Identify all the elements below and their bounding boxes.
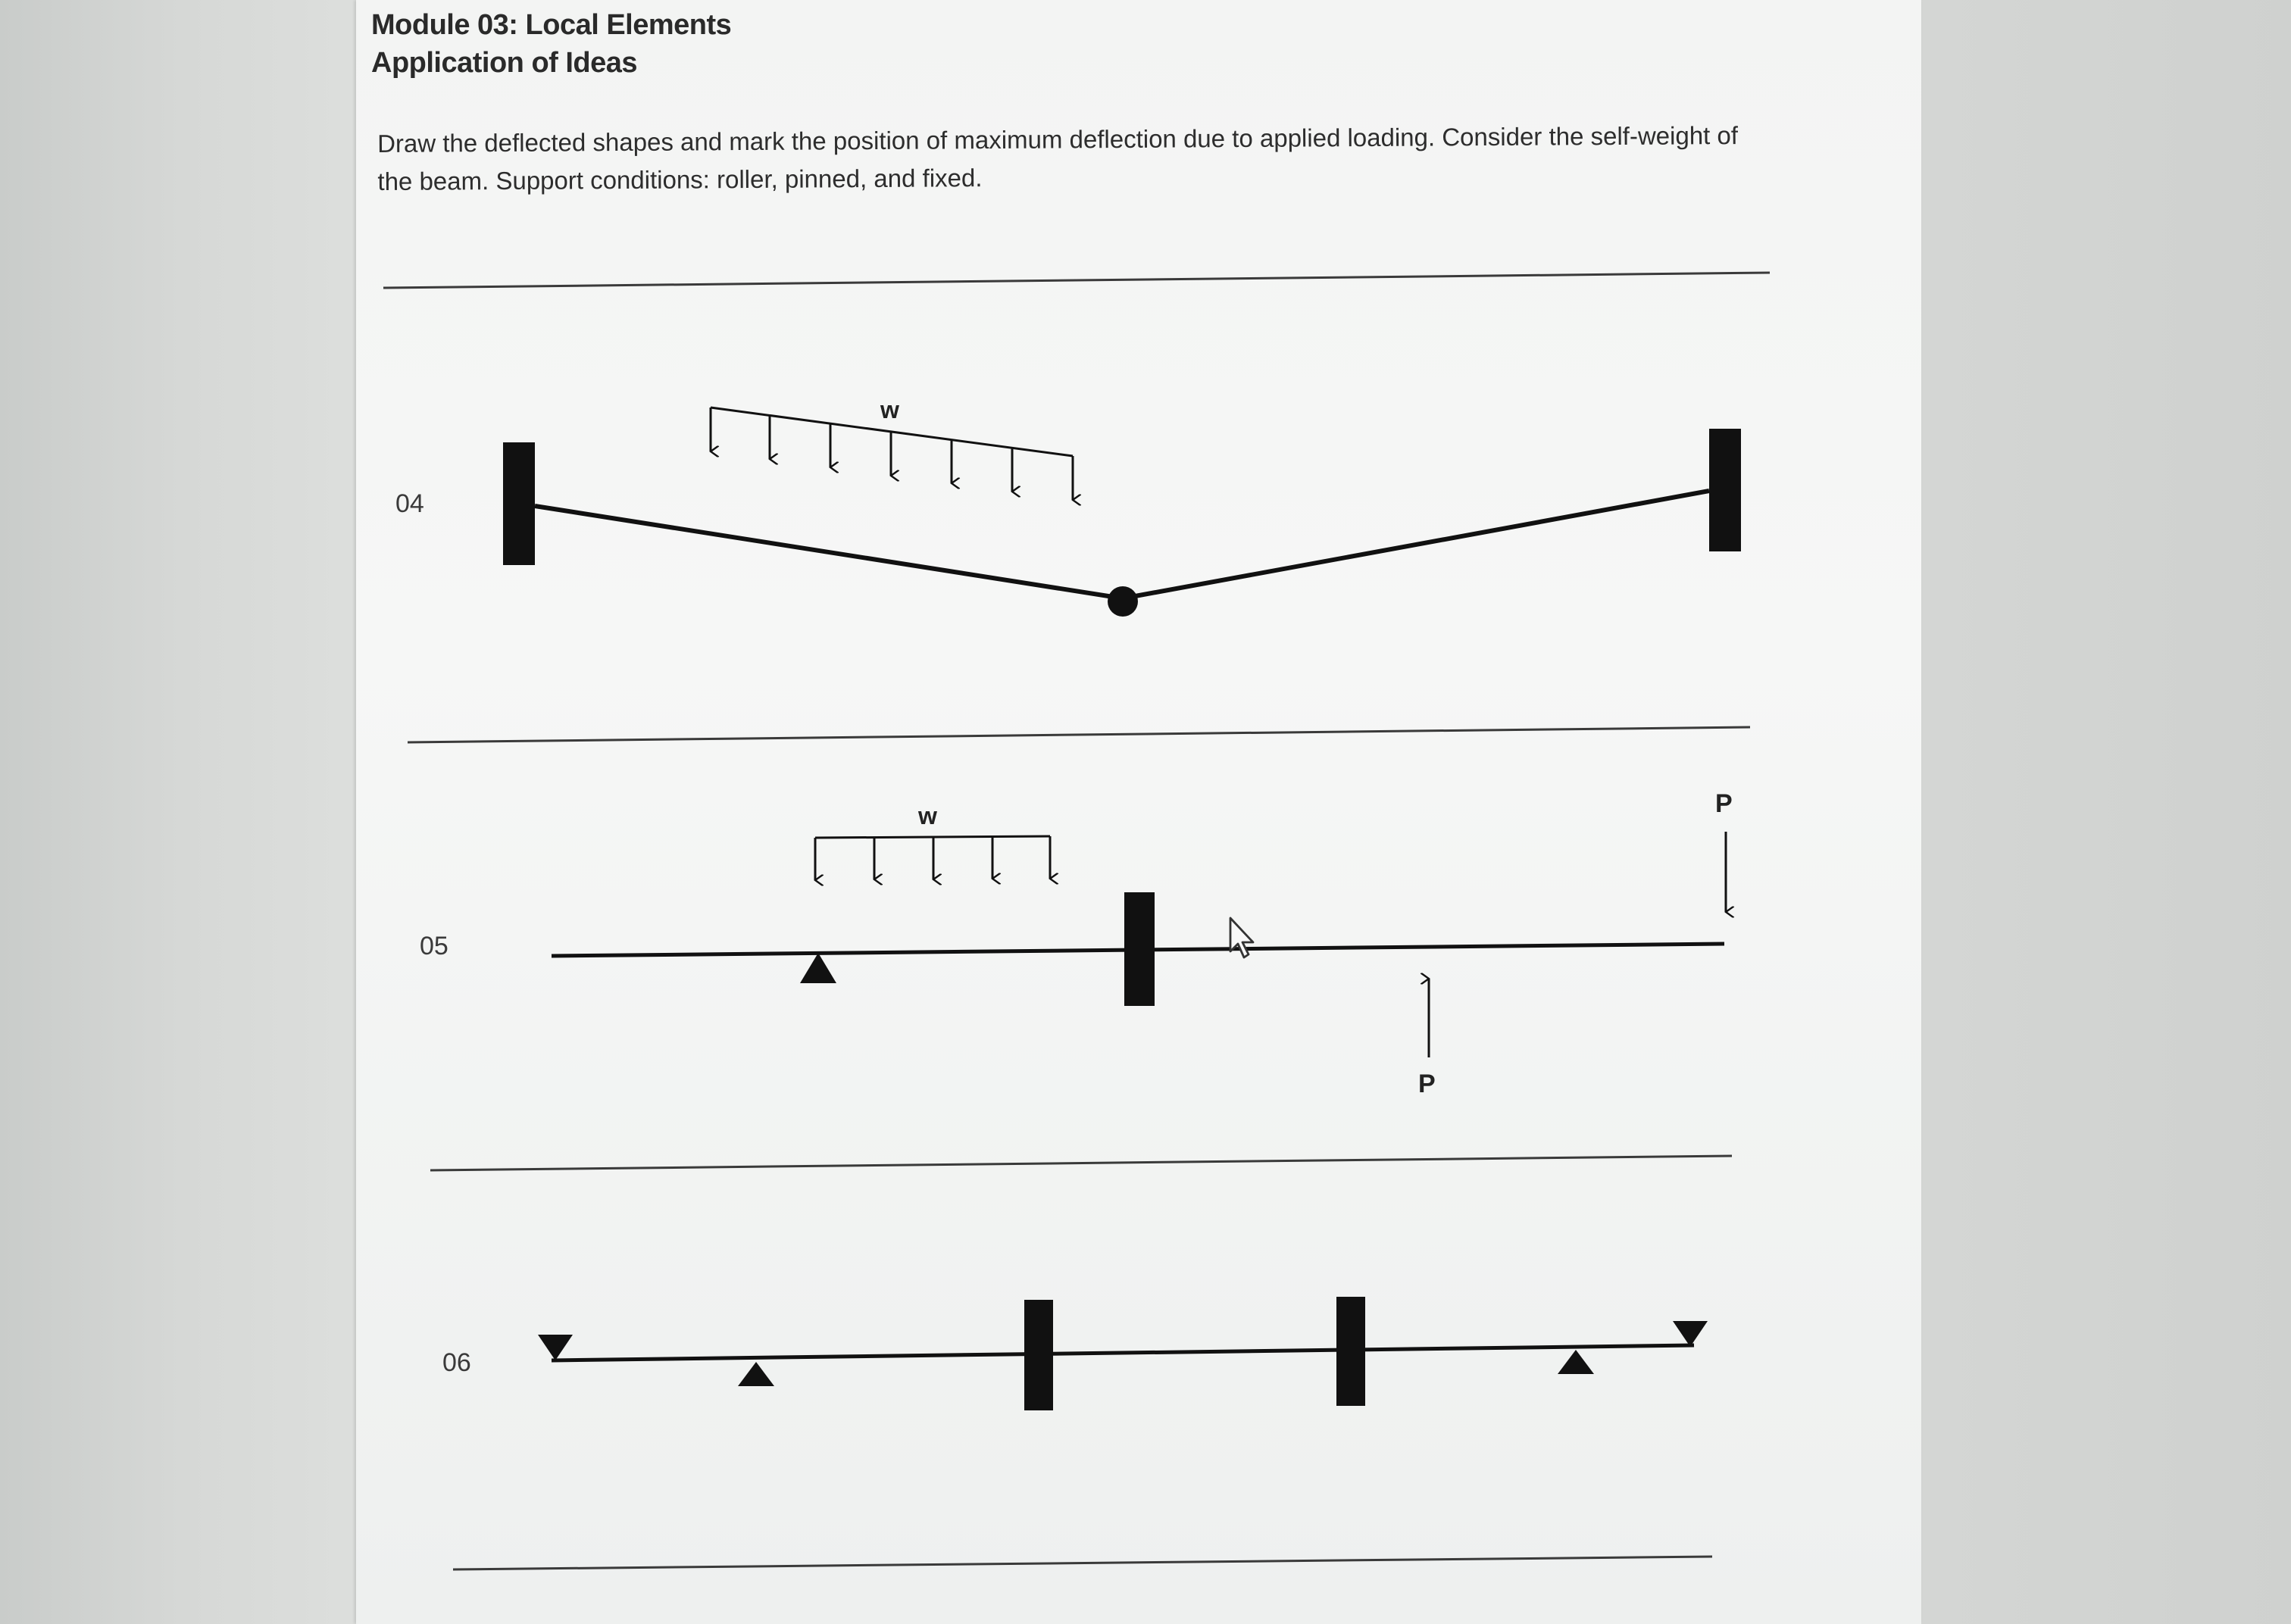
fixed-support — [1124, 892, 1155, 1006]
load-label-w: w — [880, 396, 899, 423]
distributed-load — [815, 836, 1050, 880]
divider-line-1 — [383, 273, 1770, 288]
problem-04-diagram — [503, 396, 1741, 617]
divider-line-4 — [453, 1557, 1712, 1569]
hinge — [1108, 586, 1138, 617]
point-load-bottom-label: P — [1418, 1070, 1436, 1098]
roller-right — [1673, 1321, 1708, 1347]
problem-04-number: 04 — [395, 489, 424, 518]
problem-06-diagram — [538, 1297, 1708, 1410]
divider-line-3 — [430, 1156, 1732, 1170]
load-label-w: w — [918, 802, 937, 829]
module-title: Module 03: Local Elements — [371, 9, 732, 41]
point-load-top-label: P — [1715, 789, 1733, 818]
problem-05-number: 05 — [420, 932, 449, 960]
fixed-support-1 — [1024, 1300, 1053, 1410]
divider-line-2 — [408, 727, 1750, 742]
fixed-support-right — [1709, 429, 1741, 551]
module-subtitle: Application of Ideas — [371, 47, 638, 79]
pinned-support-left — [738, 1362, 774, 1386]
pinned-support-right — [1558, 1350, 1594, 1374]
beam — [552, 1345, 1694, 1360]
instructions-text: Draw the deflected shapes and mark the position of maximum deflection due to applied loading. Consider the self-weight of the beam. Support conditions: roller, pinned, and fixed. — [377, 121, 1739, 195]
mouse-pointer-icon — [1227, 915, 1261, 963]
beam-segment-left — [535, 506, 1123, 598]
fixed-support-left — [503, 442, 535, 565]
roller-left — [538, 1335, 573, 1360]
fixed-support-2 — [1336, 1297, 1365, 1406]
beam-segment-right — [1123, 491, 1709, 598]
problem-06-number: 06 — [442, 1348, 471, 1377]
problem-05-diagram — [552, 789, 1733, 1098]
